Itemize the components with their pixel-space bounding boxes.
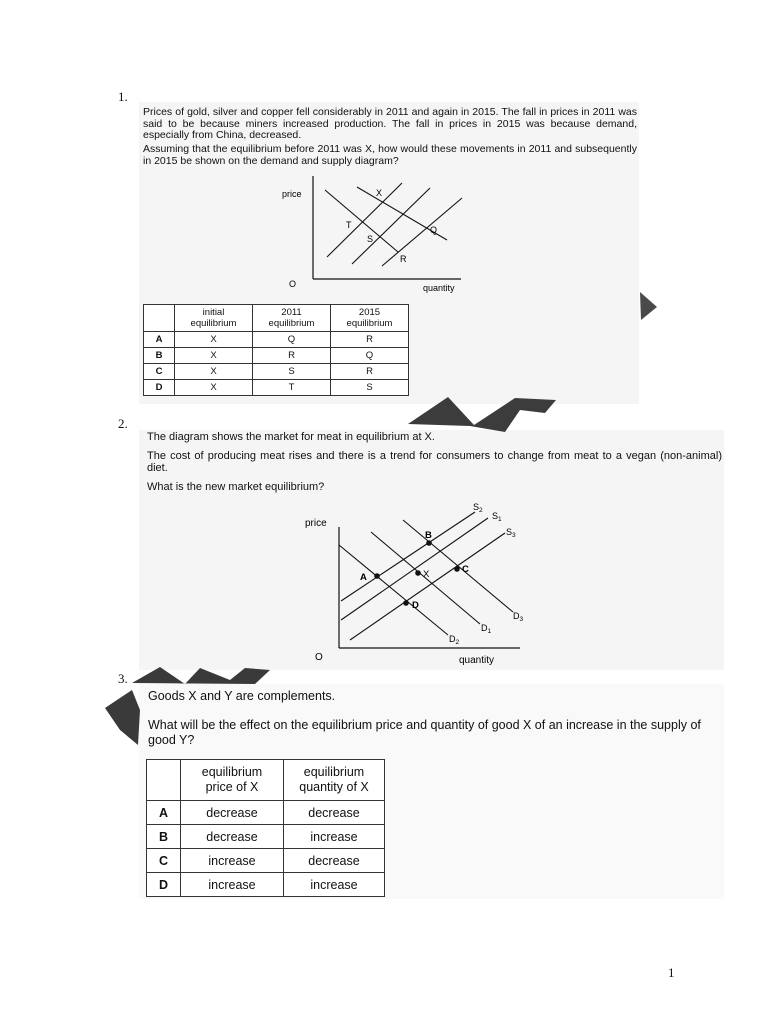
table-row (147, 849, 385, 873)
equilibrium-point (454, 566, 460, 572)
point-label: S (367, 234, 374, 244)
table-cell: R (331, 332, 409, 348)
question-2-paragraph-1: The diagram shows the market for meat in equilibrium at X. (147, 431, 435, 443)
question-1-paragraph-1: Prices of gold, silver and copper fell considerably in 2011 and again in 2015. The fall in prices in 2011 was said to be because miners increased production. The fall in prices in 2015 was because demand, especially from China, decreased. (143, 106, 637, 141)
equilibrium-point (403, 600, 409, 606)
equilibrium-point (374, 573, 380, 579)
table-row (147, 825, 385, 849)
table-cell: decrease (181, 825, 284, 849)
equilibrium-point (415, 570, 421, 576)
table-cell: X (175, 348, 253, 364)
table-cell: S (331, 380, 409, 396)
table-cell: X (175, 364, 253, 380)
table-cell: increase (181, 873, 284, 897)
question-3-answer-table (146, 759, 385, 897)
table-header-cell: initial equilibrium (175, 305, 253, 332)
point-label: X (423, 569, 430, 580)
option-letter: C (147, 849, 181, 873)
point-label: C (462, 564, 469, 575)
demand-label: $D_3$ (513, 611, 524, 623)
table-cell: R (331, 364, 409, 380)
supply-label: $S_2$ (473, 502, 483, 514)
option-letter: B (144, 348, 175, 364)
page-number: 1 (668, 965, 675, 980)
table-cell: increase (181, 849, 284, 873)
x-axis-label: quantity (459, 655, 495, 666)
table-cell: R (253, 348, 331, 364)
point-label: D (412, 600, 419, 611)
table-cell: X (175, 332, 253, 348)
table-header-cell: equilibrium price of X (181, 760, 284, 801)
demand-label: $D_2$ (449, 634, 460, 646)
table-header-cell: 2015 equilibrium (331, 305, 409, 332)
supply-label: $S_1$ (492, 511, 502, 523)
question-2-paragraph-3: What is the new market equilibrium? (147, 481, 325, 493)
option-letter: A (144, 332, 175, 348)
table-cell: S (253, 364, 331, 380)
point-label: A (360, 572, 367, 583)
table-cell: Q (253, 332, 331, 348)
option-letter: A (147, 801, 181, 825)
table-cell: T (253, 380, 331, 396)
origin-label: O (315, 652, 323, 663)
question-2-paragraph-2: The cost of producing meat rises and there is a trend for consumers to change from meat to a vegan (non-animal) diet. (147, 450, 722, 474)
table-corner-cell (147, 760, 181, 801)
table-cell: Q (331, 348, 409, 364)
question-3-paragraph-2: What will be the effect on the equilibrium price and quantity of good X of an increase in the supply of good Y? (148, 718, 701, 747)
option-letter: D (144, 380, 175, 396)
origin-label: O (289, 279, 297, 289)
option-letter: C (144, 364, 175, 380)
table-cell: X (175, 380, 253, 396)
table-cell: decrease (284, 849, 385, 873)
table-cell: increase (284, 825, 385, 849)
table-header-cell: 2011 equilibrium (253, 305, 331, 332)
point-label: Q (430, 225, 438, 235)
equilibrium-point (426, 540, 432, 546)
table-cell: decrease (181, 801, 284, 825)
table-cell: increase (284, 873, 385, 897)
table-row (147, 801, 385, 825)
point-label: X (376, 188, 383, 198)
question-number: 2. (118, 416, 128, 431)
demand-label: $D_1$ (481, 623, 492, 635)
y-axis-label: price (282, 189, 302, 199)
option-letter: B (147, 825, 181, 849)
point-label: R (400, 254, 407, 264)
y-axis-label: price (305, 518, 327, 529)
table-header-cell: equilibrium quantity of X (284, 760, 385, 801)
question-1-paragraph-2: Assuming that the equilibrium before 2011 was X, how would these movements in 2011 and subsequently in 2015 be shown on the demand and supply diagram? (143, 143, 637, 167)
table-cell: decrease (284, 801, 385, 825)
point-label: B (425, 530, 432, 541)
supply-label: $S_3$ (506, 527, 516, 539)
question-3-paragraph-1: Goods X and Y are complements. (148, 689, 336, 703)
supply-curve (341, 512, 475, 601)
question-number: 3. (118, 671, 128, 686)
table-row (147, 873, 385, 897)
demand-curve (339, 545, 448, 635)
question-number: 1. (118, 89, 128, 104)
table-header-row (147, 760, 385, 801)
x-axis-label: quantity (423, 283, 455, 293)
point-label: T (346, 220, 352, 230)
option-letter: D (147, 873, 181, 897)
